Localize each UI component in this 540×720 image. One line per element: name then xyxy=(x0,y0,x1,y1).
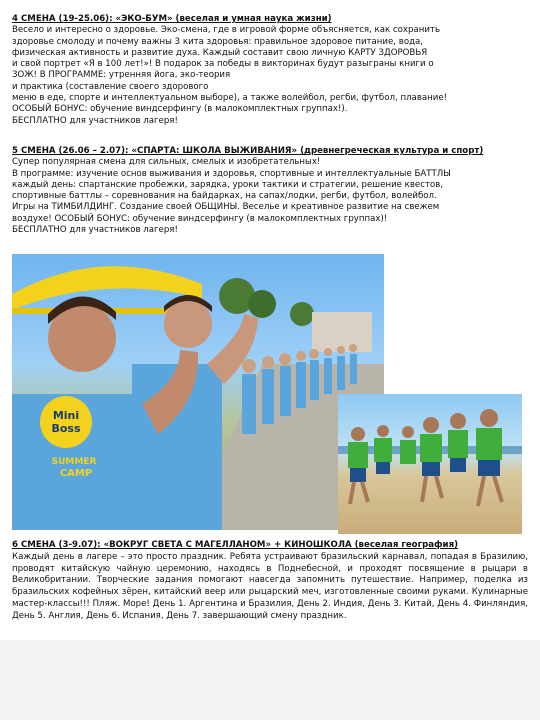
shift4-line: физическая активность и развитие духа. Каждый составит свою личную КАРТУ ЗДОРОВЬЯ xyxy=(12,47,428,58)
shift4-line: и практика (составление своего здорового xyxy=(12,81,209,92)
photo-group-flexing xyxy=(12,254,384,530)
shift4-line: ОСОБЫЙ БОНУС: обучение виндсерфингу (в малокомплектных группах!). xyxy=(12,104,348,115)
photo-flexing-illustration xyxy=(12,254,384,530)
shift5-line: спортивные баттлы – соревнования на байдарках, на сапах/лодки, регби, футбол, волейбол. xyxy=(12,191,437,202)
shift4-subtitle: (веселая и умная наука жизни) xyxy=(172,14,332,24)
shift5-line: В программе: изучение основ выживания и здоровья, спортивные и интеллектуальные БАТТЛЫ xyxy=(12,168,451,179)
page-bottom-shade xyxy=(0,640,540,720)
shift4-heading xyxy=(12,14,528,25)
shift4-section xyxy=(12,14,528,127)
shift4-line: здоровье смолоду и почему важны 3 кита здоровья: правильное здоровое питание, вода, xyxy=(12,36,424,47)
shift5-line: каждый день: спартанские пробежки, зарядка, уроки тактики и стратегии, решение квестов, xyxy=(12,179,444,190)
shift5-line: Супер популярная смена для сильных, смелых и изобретательных! xyxy=(12,157,321,168)
shift5-title: 5 СМЕНА (26.06 – 2.07): «СПАРТА: ШКОЛА ВЫЖИВАНИЯ» xyxy=(12,146,298,156)
shift5-heading xyxy=(12,146,528,157)
shift4-line: и свой портрет «Я в 100 лет!»! В подарок за победы в викторинах будут разыграны книги о xyxy=(12,59,434,70)
shift4-title: 4 СМЕНА (19-25.06): «ЭКО-БУМ» xyxy=(12,14,173,24)
shift4-line: меню в еде, спорте и интеллектуальном выборе), а также волейбол, регби, футбол, плавание! xyxy=(12,93,448,104)
shift4-line: БЕСПЛАТНО для участников лагеря! xyxy=(12,115,178,126)
shift6-heading xyxy=(12,540,528,552)
shift5-line: Игры на ТИМБИЛДИНГ. Создание своей ОБЩИНЫ. Веселье и креативное развитие на свежем xyxy=(12,202,440,213)
photo-beach-running xyxy=(338,394,522,534)
shift5-subtitle: (древнегреческая культура и спорт) xyxy=(297,146,484,156)
shift4-line: Весело и интересно о здоровье. Эко-смена, где в игровой форме объясняется, как сохранить xyxy=(12,25,441,36)
shirt-logo-top: Mini xyxy=(52,409,80,422)
shift5-line: воздухе! ОСОБЫЙ БОНУС: обучение виндсерфингу (в малокомплектных группах)! xyxy=(12,213,388,224)
shift6-subtitle: (веселая география) xyxy=(351,540,459,550)
shift6-title: 6 СМЕНА (3-9.07): «ВОКРУГ СВЕТА С МАГЕЛЛАНОМ» + КИНОШКОЛА xyxy=(12,540,352,550)
shirt-logo-mid: Boss xyxy=(51,422,81,435)
shift5-line: БЕСПЛАТНО для участников лагеря! xyxy=(12,225,178,236)
shirt-logo-sub: SUMMER xyxy=(51,457,97,467)
shift5-section xyxy=(12,146,528,236)
shift4-line: ЗОЖ! В ПРОГРАММЕ: утренняя йога, эко-теория xyxy=(12,70,231,81)
shift6-section xyxy=(12,540,528,623)
shirt-logo-camp: CAMP xyxy=(59,468,93,479)
photo-beach-illustration xyxy=(338,394,522,534)
shift6-body: Каждый день в лагере – это просто праздник. Ребята устраивают бразильский карнавал, попадая в Бразилию, проводят китайскую чайную церемонию, находясь в Поднебесной, и проходят посвящение в рыцари в Великобритании. Творческие задания помогают навсегда запомнить путешествие. Например, поделка из бразильских кофейных зёрен, китайский веер или рыцарский меч, изготовленные своими руками. Кулинарные мастер-классы!!! Пляж. Море! День 1. Аргентина и Бразилия, День 2. Индия, День 3. Китай, День 4. Финляндия, День 5. Англия, День 6. Испания, День 7. завершающий смену праздник. xyxy=(12,551,528,621)
